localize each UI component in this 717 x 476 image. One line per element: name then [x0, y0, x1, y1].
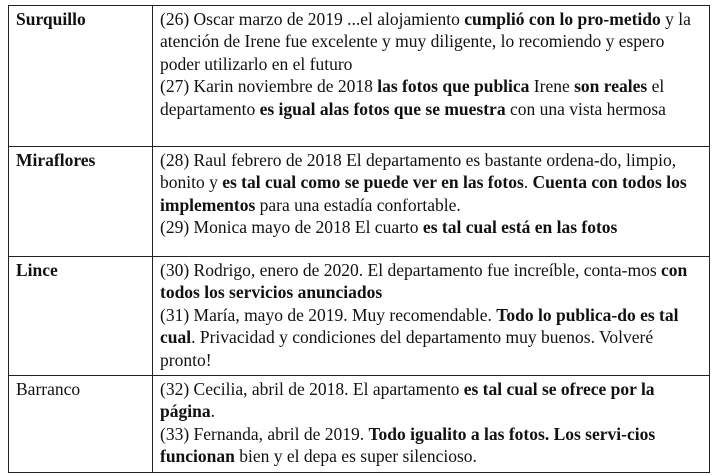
review-text — [160, 423, 703, 468]
reviews-cell — [153, 147, 710, 257]
review-highlight: es tal cual como se puede ver en las fotos — [222, 172, 524, 193]
review-highlight: las fotos que publica — [377, 76, 530, 97]
review-text — [160, 75, 703, 120]
review-fragment: (32) Cecilia, abril de 2018. El apartamento — [160, 379, 464, 400]
review-fragment: y la atención de Irene fue excelente y muy diligente, lo recomiendo y espero poder utilizarlo en el futuro — [160, 9, 691, 74]
district-cell — [9, 376, 153, 473]
review-fragment: (31) María, mayo de 2019. Muy recomendable. — [160, 304, 497, 325]
review-fragment: (29) Monica mayo de 2018 El cuarto — [160, 217, 423, 238]
review-fragment: (26) Oscar marzo de 2019 ...el alojamiento — [160, 9, 465, 29]
district-name: Surquillo — [16, 9, 86, 29]
review-highlight: es igual alas fotos que se muestra — [259, 98, 506, 119]
review-fragment: . Privacidad y condiciones del departamento muy buenos. Volveré pronto! — [160, 327, 654, 370]
review-fragment: (30) Rodrigo, enero de 2020. El departamento fue increíble, conta-mos — [160, 260, 662, 280]
review-text — [160, 378, 703, 423]
review-text — [160, 259, 703, 304]
review-highlight: son reales — [574, 76, 648, 97]
reviews-cell — [153, 376, 710, 473]
review-highlight: Todo lo publica-do es tal cual — [160, 304, 679, 348]
review-fragment: (33) Fernanda, abril de 2019. — [160, 423, 369, 444]
review-text — [160, 8, 703, 75]
district-name: Barranco — [16, 379, 81, 400]
table-row — [9, 376, 710, 473]
review-text — [160, 149, 703, 216]
review-highlight: con todos los servicios anunciados — [160, 260, 688, 303]
review-fragment: con una vista hermosa — [505, 98, 666, 119]
review-text — [160, 216, 703, 238]
review-fragment: bien y el depa es super silencioso. — [234, 446, 477, 467]
district-cell — [9, 6, 153, 147]
review-text — [160, 304, 703, 371]
review-fragment: (28) Raul febrero de 2018 El departamento es bastante ordena-do, limpio, bonito y — [160, 150, 677, 193]
review-highlight: Cuenta con todos los implementos — [160, 172, 687, 215]
district-cell — [9, 257, 153, 376]
district-cell — [9, 147, 153, 257]
reviews-cell — [153, 257, 710, 376]
table-row — [9, 6, 710, 147]
review-fragment: (27) Karin noviembre de 2018 — [160, 76, 378, 97]
review-highlight: es tal cual se ofrece por la página — [160, 379, 655, 422]
review-fragment: Irene — [529, 76, 575, 97]
review-fragment: . — [523, 172, 533, 193]
table-row — [9, 147, 710, 257]
review-highlight: Todo igualito a las fotos. Los servi-cios funcionan — [160, 423, 656, 467]
table-row — [9, 257, 710, 376]
reviews-cell — [153, 6, 710, 147]
review-fragment: el departamento — [160, 76, 665, 119]
review-fragment: para una estadía confortable. — [255, 194, 461, 215]
review-fragment: . — [210, 401, 215, 422]
review-highlight: cumplió con lo pro-metido — [464, 9, 661, 29]
district-name: Lince — [16, 260, 58, 280]
reviews-table — [8, 5, 710, 473]
reviews-table-body — [9, 6, 710, 473]
district-name: Miraflores — [16, 150, 96, 170]
review-highlight: es tal cual está en las fotos — [422, 217, 618, 238]
